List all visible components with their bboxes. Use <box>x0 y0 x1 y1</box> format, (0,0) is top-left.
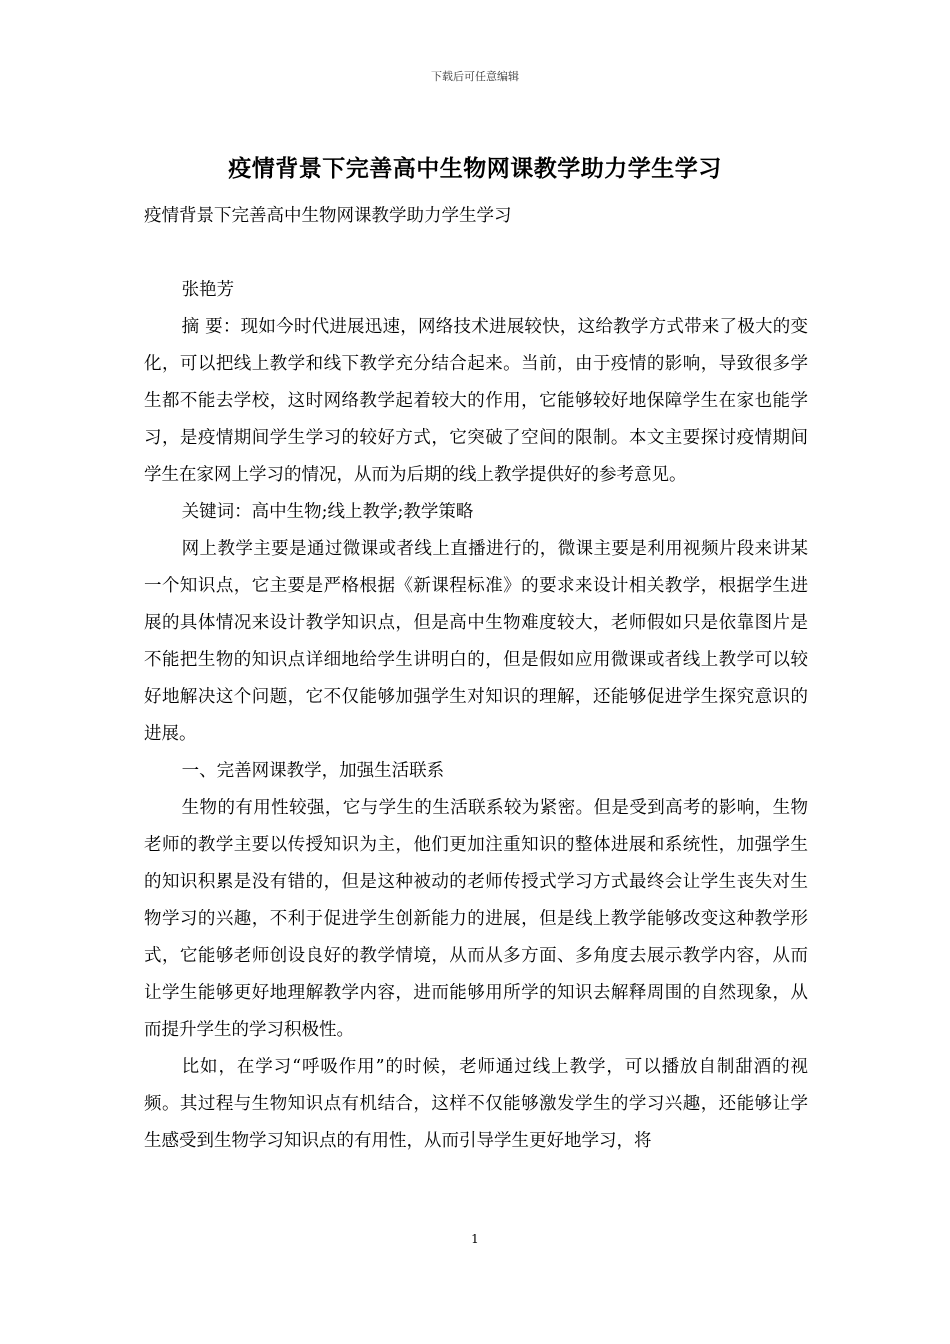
page-header-note: 下载后可任意编辑 <box>431 70 519 83</box>
document-subtitle: 疫情背景下完善高中生物网课教学助力学生学习 <box>144 206 512 226</box>
document-title: 疫情背景下完善高中生物网课教学助力学生学习 <box>228 155 722 182</box>
body-paragraph-2: 生物的有用性较强，它与学生的生活联系较为紧密。但是受到高考的影响，生物老师的教学主要以传授知识为主，他们更加注重知识的整体进展和系统性，加强学生的知识积累是没有错的，但是这种被动的老师传授式学习方式最终会让学生丧失对生物学习的兴趣，不利于促进学生创新能力的进展，但是线上教学能够改变这种教学形式，它能够老师创设良好的教学情境，从而从多方面、多角度去展示教学内容，从而让学生能够更好地理解教学内容，进而能够用所学的知识去解释周围的自然现象，从而提升学生的学习积极性。 <box>144 798 808 1040</box>
abstract-paragraph: 摘 要：现如今时代进展迅速，网络技术进展较快，这给教学方式带来了极大的变化，可以把线上教学和线下教学充分结合起来。当前，由于疫情的影响，导致很多学生都不能去学校，这时网络教学起着较大的作用，它能够较好地保障学生在家也能学习，是疫情期间学生学习的较好方式，它突破了空间的限制。本文主要探讨疫情期间学生在家网上学习的情况，从而为后期的线上教学提供好的参考意见。 <box>144 317 808 485</box>
document-body <box>144 198 808 1160</box>
page-number: 1 <box>471 1232 479 1246</box>
body-paragraph-1: 网上教学主要是通过微课或者线上直播进行的，微课主要是利用视频片段来讲某一个知识点，它主要是严格根据《新课程标准》的要求来设计相关教学，根据学生进展的具体情况来设计教学知识点，但是高中生物难度较大，老师假如只是依靠图片是不能把生物的知识点详细地给学生讲明白的，但是假如应用微课或者线上教学可以较好地解决这个问题，它不仅能够加强学生对知识的理解，还能够促进学生探究意识的进展。 <box>144 539 808 744</box>
blank-line <box>144 235 808 272</box>
author-name: 张艳芳 <box>181 280 235 300</box>
body-paragraph-3: 比如，在学习“呼吸作用”的时候，老师通过线上教学，可以播放自制甜酒的视频。其过程与生物知识点有机结合，这样不仅能够激发学生的学习兴趣，还能够让学生感受到生物学习知识点的有用性，从而引导学生更好地学习，将 <box>144 1057 808 1151</box>
section-heading-1: 一、完善网课教学，加强生活联系 <box>181 761 445 781</box>
keywords-line: 关键词：高中生物;线上教学;教学策略 <box>181 502 474 522</box>
